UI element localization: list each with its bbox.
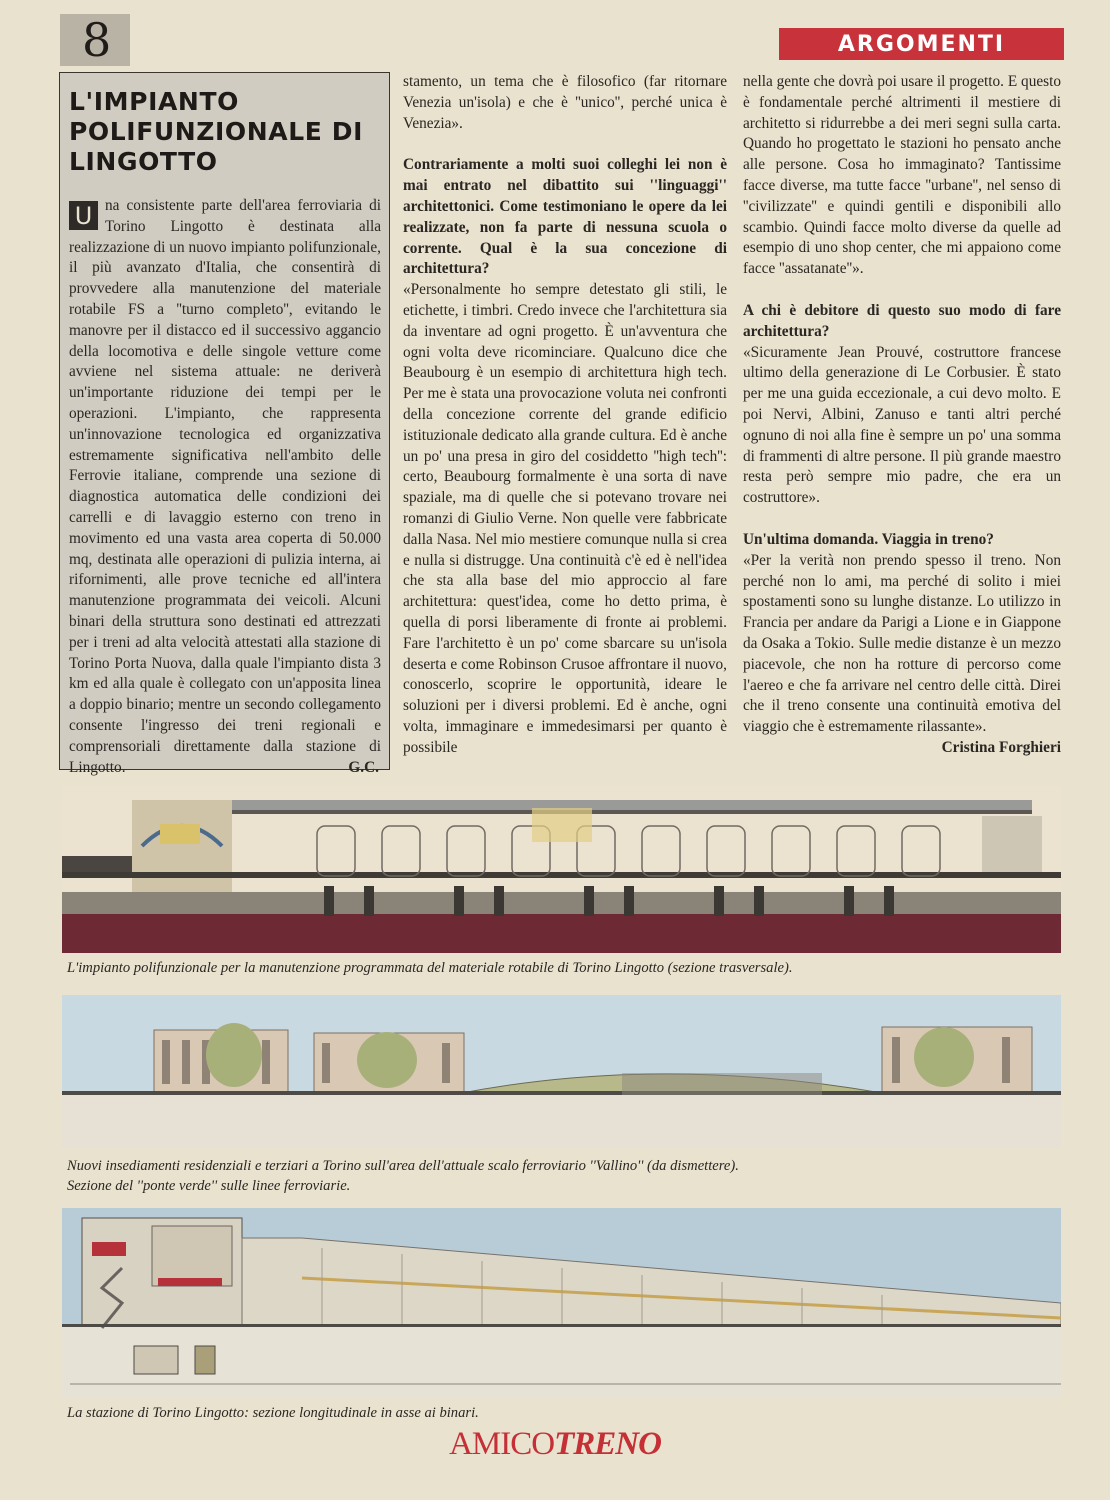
answer-1: «Personalmente ho sempre detestato gli stili, le etichette, i timbri. Credo invece che l'architettura sia da inventare ad ogni progetto. È un'avventura che ogni volta deve ricominciare. Qualcuno dice che Beaubourg è un esempio di architettura high tech. Per me è stata una provocazione voluta nei confronti della concezione corrente del grande edificio istituzionale dedicato alla grande cultura. Ed è anche un po' una presa in giro del cosiddetto ''high tech'': certo, Beaubourg formalmente è una sorta di nave spaziale, ma di quelle che si potevano trovare nei romanzi di Giulio Verne. Non quelle vere fabbricate dalla Nasa. Nel mio mestiere comunque nulla si crea e nulla si distrugge. Una continuità c'è ed è nell'idea che sta alla base del mio approccio al fare architettura: quest'idea, come ho detto prima, è quella di porsi liberamente di fronte ai problemi. Fare l'architetto è un po' come sbarcare su un'isola deserta e come Robinson Crusoe affrontare il nuovo, conoscerlo, scoprire le opportunità, ideare le soluzioni per i diversi problemi. Ed è anche, ogni volta, immaginare e immedesimarsi per quanto è possibile	[403, 281, 727, 756]
sidebar-text: na consistente parte dell'area ferroviaria di Torino Lingotto è destinata alla realizzazione di un nuovo impianto polifunzionale, il più avanzato d'Italia, che consentirà di provvedere alla manutenzione del materiale rotabile FS a ''turno completo'', evitando le manovre per il distacco ed il successivo aggancio della locomotiva e delle singole vetture come avviene nel sistema attuale: ne deriverà un'importante riduzione dei tempi per le operazioni. L'impianto, che rappresenta un'innovazione tecnologica ed organizzativa estremamente significativa nell'ambito delle Ferrovie italiane, comprende una sezione di diagnostica automatica delle condizioni dei carrelli e di lavaggio esterno con treno in movimento ed una vasta area coperta di 50.000 mq, destinata alle operazioni di pulizia interna, ai rifornimenti, alle prove tecniche ed all'intera manutenzione programmata dei veicoli. Alcuni binari della struttura sono destinati ed attrezzati per i treni ad alta velocità attestati alla stazione di Torino Porta Nuova, dalla quale l'impianto dista 3 km ed alla quale è collegato con un'apposita linea a doppio binario; mentre un secondo collegamento consente l'ingresso dei treni regionali e comprensoriali direttamente dalla stazione di Lingotto.	[69, 197, 381, 776]
sidebar-title: L'IMPIANTO POLIFUNZIONALE DI LINGOTTO	[69, 87, 364, 176]
column-3	[743, 72, 1061, 777]
figure-cross-section	[62, 786, 1061, 953]
residential-section-drawing	[62, 995, 1061, 1148]
footer-logo-treno: TRENO	[554, 1426, 661, 1462]
footer-logo-amico: AMICO	[449, 1426, 555, 1462]
caption-2-line-2: Sezione del ''ponte verde'' sulle linee ferroviarie.	[67, 1178, 351, 1194]
caption-3: La stazione di Torino Lingotto: sezione longitudinale in asse ai binari.	[67, 1405, 479, 1421]
question-3: Un'ultima domanda. Viaggia in treno?	[743, 530, 994, 548]
column-3-intro: nella gente che dovrà poi usare il progetto. E questo è fondamentale perché altrimenti il mestiere di architetto si ridurrebbe a dei meri segni sulla carta. Quando ho progettato le stazioni ho pensato anche alle persone. Cosa ho immaginato? Tantissime facce diverse, ma tutte facce ''urbane'', nel senso di ''civilizzate'' e quindi gentili e disponibili allo scambio. Quindi facce molto diverse da quelle ad esempio di uno shop center, che mi appaiono come facce ''assatanate''».	[743, 73, 1061, 278]
column-2	[403, 72, 727, 772]
sidebar-text-block	[69, 196, 381, 778]
section-tag: ARGOMENTI	[779, 28, 1064, 60]
figure-longitudinal-section	[62, 1208, 1061, 1398]
page-number-text: 8	[82, 13, 112, 67]
longitudinal-section-drawing	[62, 1208, 1061, 1398]
footer-logo	[0, 1426, 1110, 1463]
column-2-intro: stamento, un tema che è filosofico (far ritornare Venezia un'isola) e che è ''unico'', perché unica è Venezia».	[403, 73, 727, 132]
cross-section-drawing	[62, 786, 1061, 953]
author-byline: Cristina Forghieri	[941, 738, 1061, 756]
question-2: A chi è debitore di questo suo modo di fare architettura?	[743, 301, 1061, 340]
caption-1: L'impianto polifunzionale per la manutenzione programmata del materiale rotabile di Torino Lingotto (sezione trasversale).	[67, 960, 793, 976]
sidebar-box	[59, 72, 390, 776]
answer-2: «Sicuramente Jean Prouvé, costruttore francese ultimo della generazione di Le Corbusier. È stato per me una guida eccezionale, a cui devo molto. E poi Nervi, Albini, Zanuso e tanti altri perché ognuno di noi alla fine è sempre un po' una somma di frammenti di altre persone. Il più grande maestro resta però sempre mio padre, che era un costruttore».	[743, 343, 1061, 507]
question-1: Contrariamente a molti suoi colleghi lei non è mai entrato nel dibattito sui ''linguaggi'' architettonici. Come testimoniano le opere da lei realizzate, non fa parte di nessuna scuola o corrente. Qual è la sua concezione di architettura?	[403, 156, 727, 278]
page-number	[60, 14, 130, 66]
caption-2-line-1: Nuovi insediamenti residenziali e terziari a Torino sull'area dell'attuale scalo ferroviario ''Vallino'' (da dismettere).	[67, 1158, 739, 1174]
dropcap: U	[69, 201, 98, 230]
figure-residential-section	[62, 995, 1061, 1148]
answer-3: «Per la verità non prendo spesso il treno. Non perché non lo ami, ma perché di solito i miei spostamenti sono su lunghe distanze. Lo utilizzo in Francia per andare da Parigi a Lione e in Giappone da Osaka a Tokio. Sulle medie distanze è un mezzo piacevole, che non ha rotture di percorso come l'aereo e che fa arrivare nel centro delle città. Direi che il treno consente una continuità emotiva del viaggio che è estremamente rilassante».	[743, 551, 1061, 736]
sidebar-signature: G.C.	[348, 758, 379, 776]
